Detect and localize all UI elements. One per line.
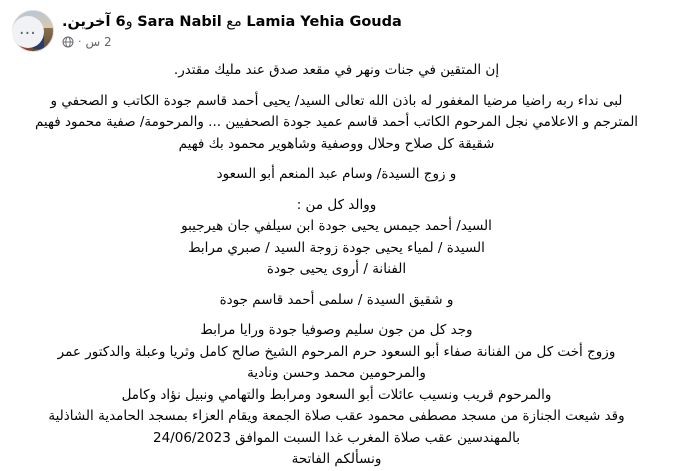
post-header [0,0,673,58]
post-paragraph: وقد شيعت الجنازة من مسجد مصطفى محمود عقب صلاة الجمعة ويقام العزاء بمسجد الحامدية الشاذلية [48,408,625,424]
meta-separator: · [78,35,82,48]
post-paragraph: إن المتقين في جنات ونهر في مقعد صدق عند مليك مقتدر. [173,62,500,78]
post-timestamp[interactable]: 2 س [85,35,112,49]
post-paragraph: ووالد كل من : [296,196,377,213]
post-paragraph: والمرحومين محمد وحسن ونادية [247,365,426,381]
post-paragraph: و زوج السيدة/ وسام عبد المنعم أبو السعود [216,166,457,182]
post-paragraph: والمرحوم قريب ونسيب عائلات أبو السعود ومرابط والتهامي ونبيل نؤاد وكامل [121,386,552,403]
post-paragraph: السيد/ أحمد جيمس يحيى جودة ابن سيلفي جان هيرجيبو [181,218,492,234]
post-body [0,58,673,471]
paragraph-spacer [14,186,659,195]
author-secondary-name[interactable]: Sara Nabil [137,14,222,30]
post-paragraph: وجد كل من جون سليم وصوفيا جودة ورايا مرابط [200,322,473,338]
post-paragraph: بالمهندسين عقب صلاة المغرب غدا السبت الموافق 24/06/2023 [153,429,520,446]
paragraph-spacer [14,155,659,164]
post-paragraph: و شقيق السيدة / سلمى أحمد قاسم جودة [219,291,454,308]
post-options-button[interactable] [12,16,44,48]
globe-icon[interactable] [62,36,74,48]
post-paragraph: السيدة / لمياء يحيى جودة زوجة السيد / صبري مرابط [188,239,485,256]
author-others-link[interactable]: 6 آخرين. [62,14,126,30]
post-paragraph: لبى نداء ربه راضيا مرضيا المغفور له باذن الله تعالى السيد/ يحيى أحمد قاسم جودة الكاتب و الصحفي و [50,92,623,109]
post-paragraph: شقيقة كل صلاح وحلال ووصفية وشاهوير محمود بك فهيم [178,135,495,152]
paragraph-spacer [14,82,659,91]
author-primary-name[interactable]: Lamia Yehia Gouda [246,14,402,30]
paragraph-spacer [14,311,659,320]
post-paragraph: الفنانة / أروى يحيى جودة [266,261,407,277]
post-paragraph: المترجم و الاعلامي نجل المرحوم الكاتب أحمد قاسم عميد جودة الصحفيين ... والمرحومة/ صفية محمود فهيم [34,114,639,130]
post-meta [62,35,112,49]
post-paragraph: وزوج أخت كل من الفنانة صفاء أبو السعود حرم المرحوم الشيخ صالح كامل وثريا وعبلة والدكتور عمر [57,343,616,360]
paragraph-spacer [14,281,659,290]
post-options-label: … [18,18,38,39]
post-header-text [62,10,661,49]
author-and-label: و [125,14,133,30]
post-paragraph: ونسألكم الفاتحة [291,451,382,467]
author-with-label: مع [226,14,242,30]
post-author-line [62,12,402,32]
